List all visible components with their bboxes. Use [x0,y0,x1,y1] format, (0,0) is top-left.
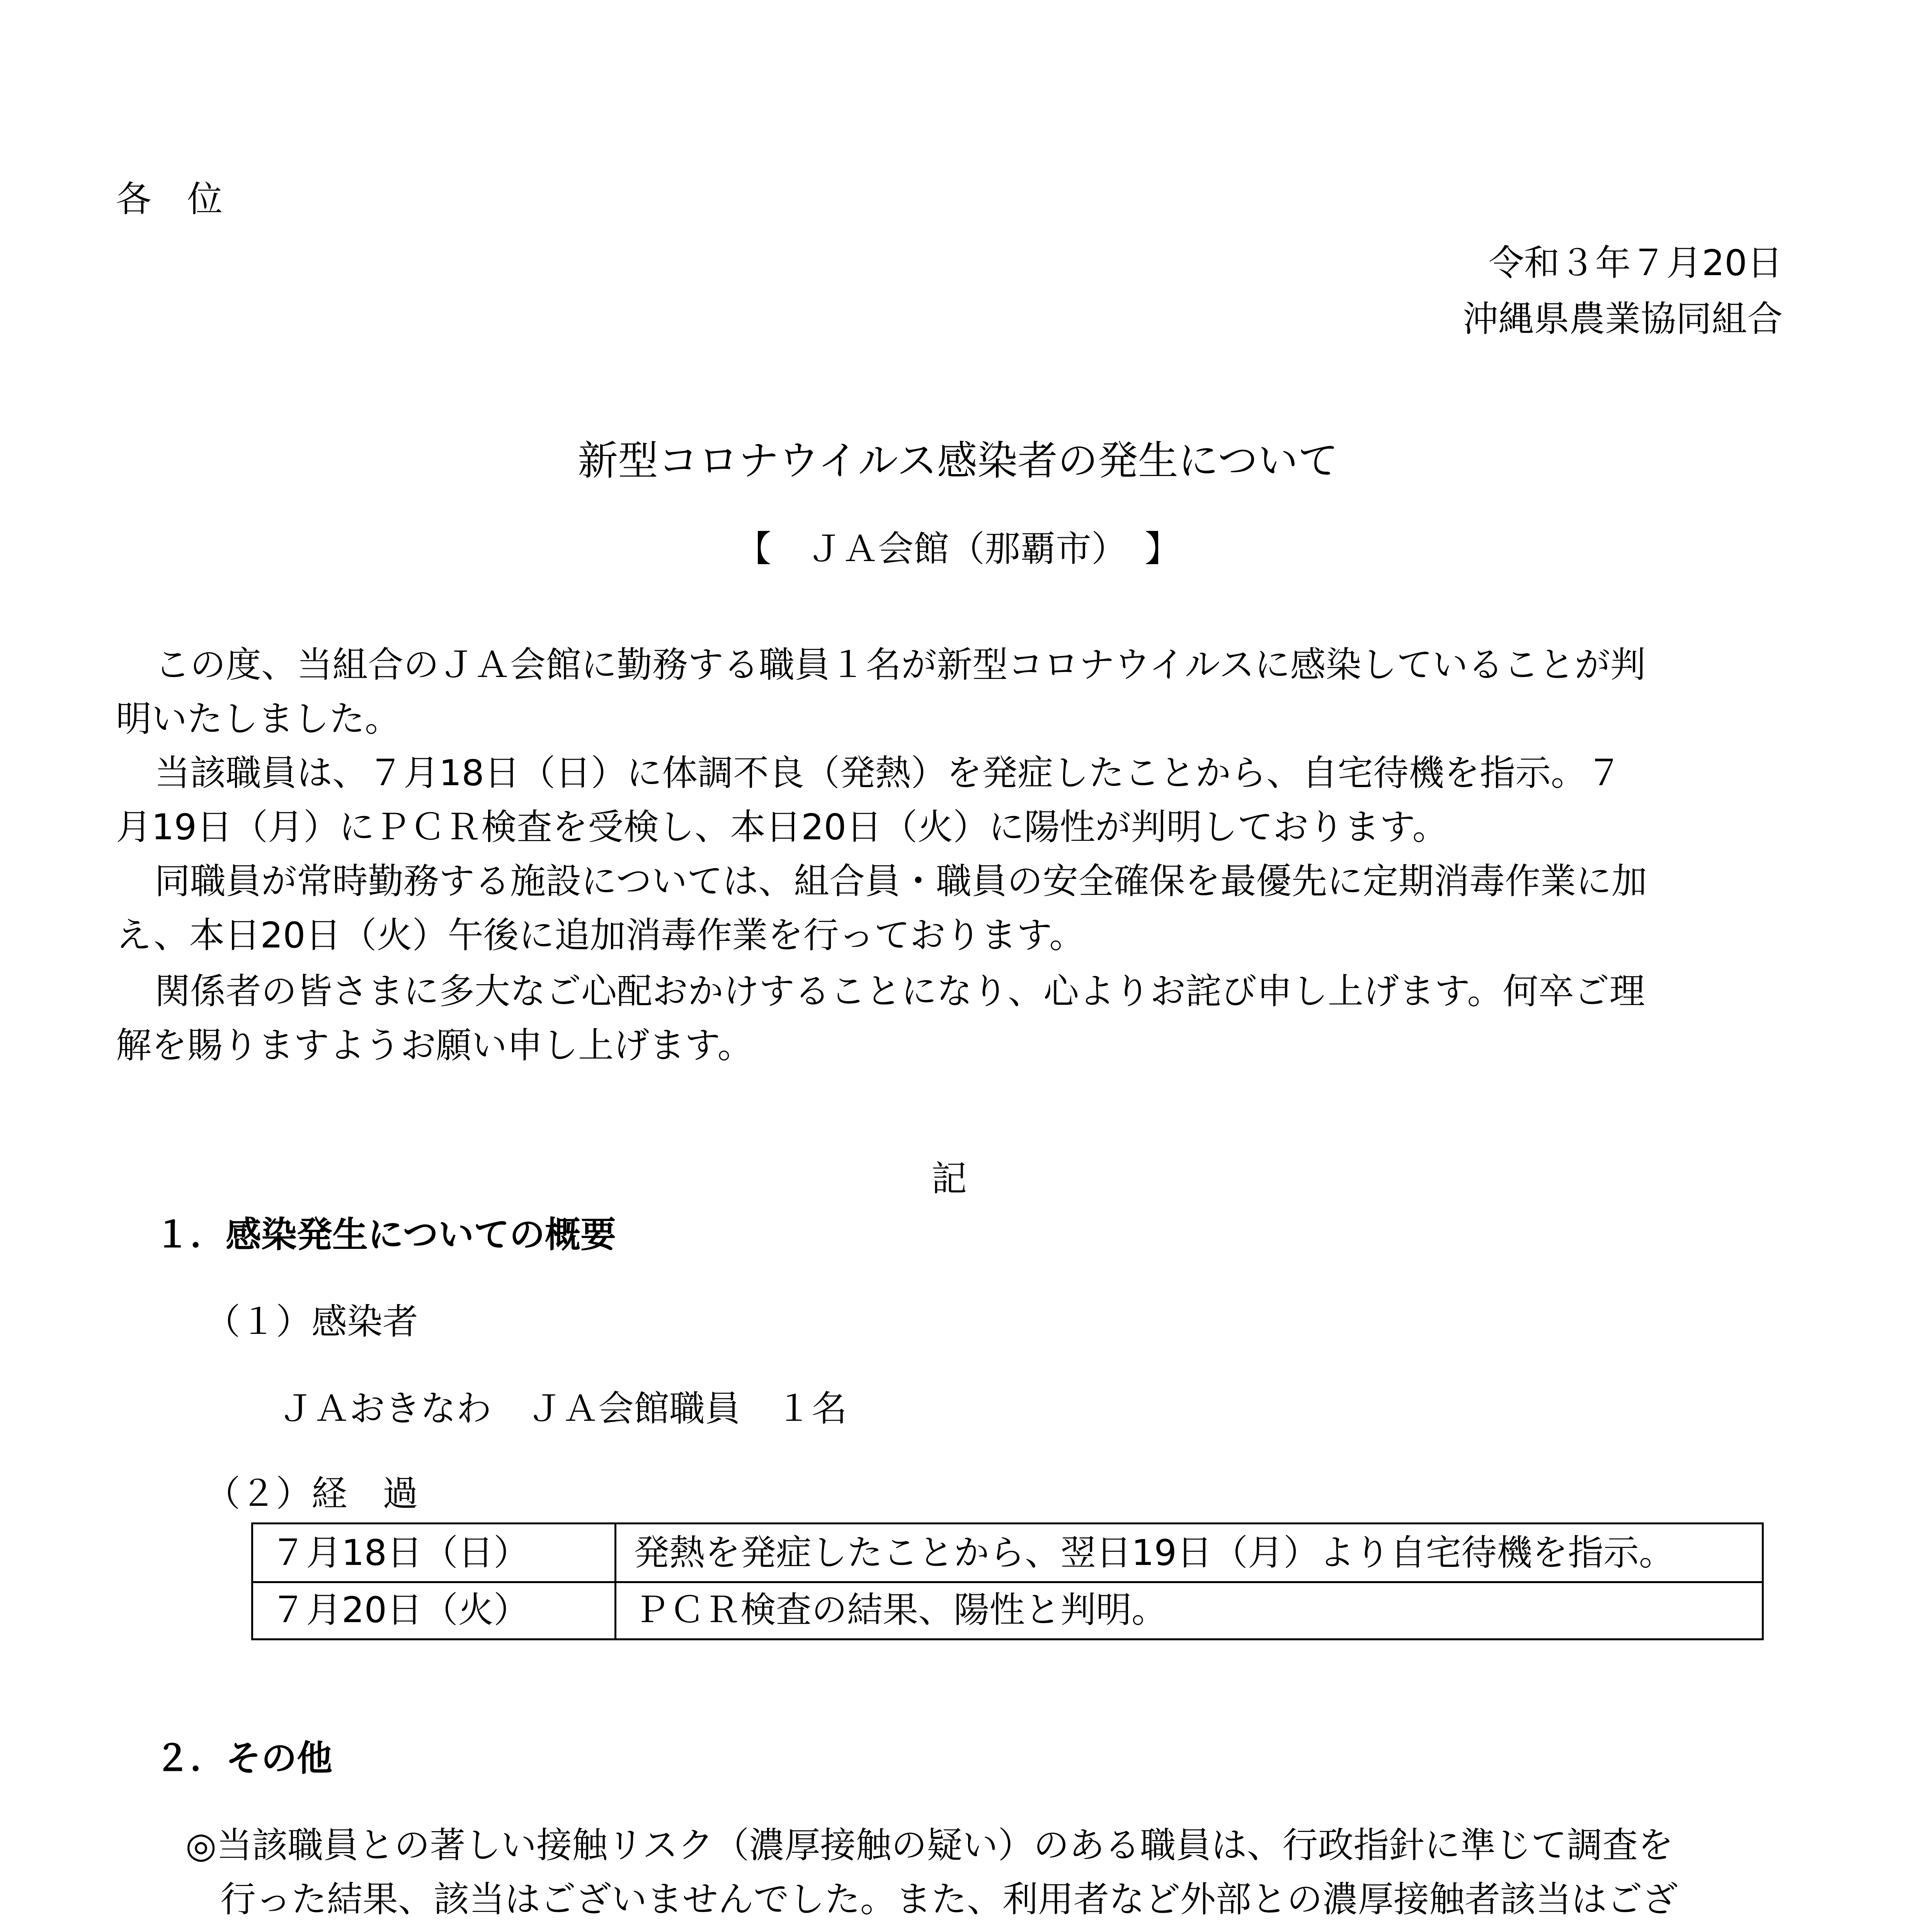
body-line: 関係者の皆さまに多大なご心配おかけすることになり、心よりお詫び申し上げます。何卒ご理 [155,971,1645,1012]
timeline-table [251,1522,1764,1640]
section2-heading: ２．その他 [155,1738,333,1779]
body-line: え、本日20日（火）午後に追加消毒作業を行っております。 [116,915,1085,956]
section2-line: 行った結果、該当はございませんでした。また、利用者など外部との濃厚接触者該当はござ [220,1879,1678,1920]
document-title: 新型コロナウイルス感染者の発生について [578,437,1338,484]
body-line: 当該職員は、７月18日（日）に体調不良（発熱）を発症したことから、自宅待機を指示。７ [155,752,1622,794]
body-line: 同職員が常時勤務する施設については、組合員・職員の安全確保を最優先に定期消毒作業に加 [155,861,1647,902]
timeline-event: 発熱を発症したことから、翌日19日（月）より自宅待機を指示。 [634,1532,1675,1573]
subsection-infected-label: （１）感染者 [205,1301,419,1342]
body-line: 月19日（月）にＰＣＲ検査を受検し、本日20日（火）に陽性が判明しております。 [116,806,1448,848]
table-row [253,1582,1762,1638]
body-line: この度、当組合のＪＡ会館に勤務する職員１名が新型コロナウイルスに感染していることが判 [155,644,1646,685]
subsection-timeline-label: （２）経 過 [205,1473,419,1514]
ki-mark: 記 [931,1158,967,1199]
table-row [253,1524,1762,1583]
document-subtitle: 【 ＪＡ会館（那覇市） 】 [735,528,1180,570]
timeline-date: ７月18日（日） [271,1532,529,1573]
issue-date: 令和３年７月20日 [1488,242,1783,284]
section2-line: ◎当該職員との著しい接触リスク（濃厚接触の疑い）のある職員は、行政指針に準じて調査を [185,1825,1674,1866]
infected-detail: ＪＡおきなわ ＪＡ会館職員 １名 [278,1388,847,1429]
timeline-event: ＰＣＲ検査の結果、陽性と判明。 [634,1589,1167,1631]
section1-heading: １．感染発生についての概要 [155,1214,616,1255]
body-line: 明いたしました。 [116,698,401,740]
issuing-organization: 沖縄県農業協同組合 [1462,298,1783,340]
addressee: 各 位 [116,179,223,220]
body-line: 解を賜りますようお願い申し上げます。 [116,1025,753,1066]
timeline-date: ７月20日（火） [271,1589,529,1631]
